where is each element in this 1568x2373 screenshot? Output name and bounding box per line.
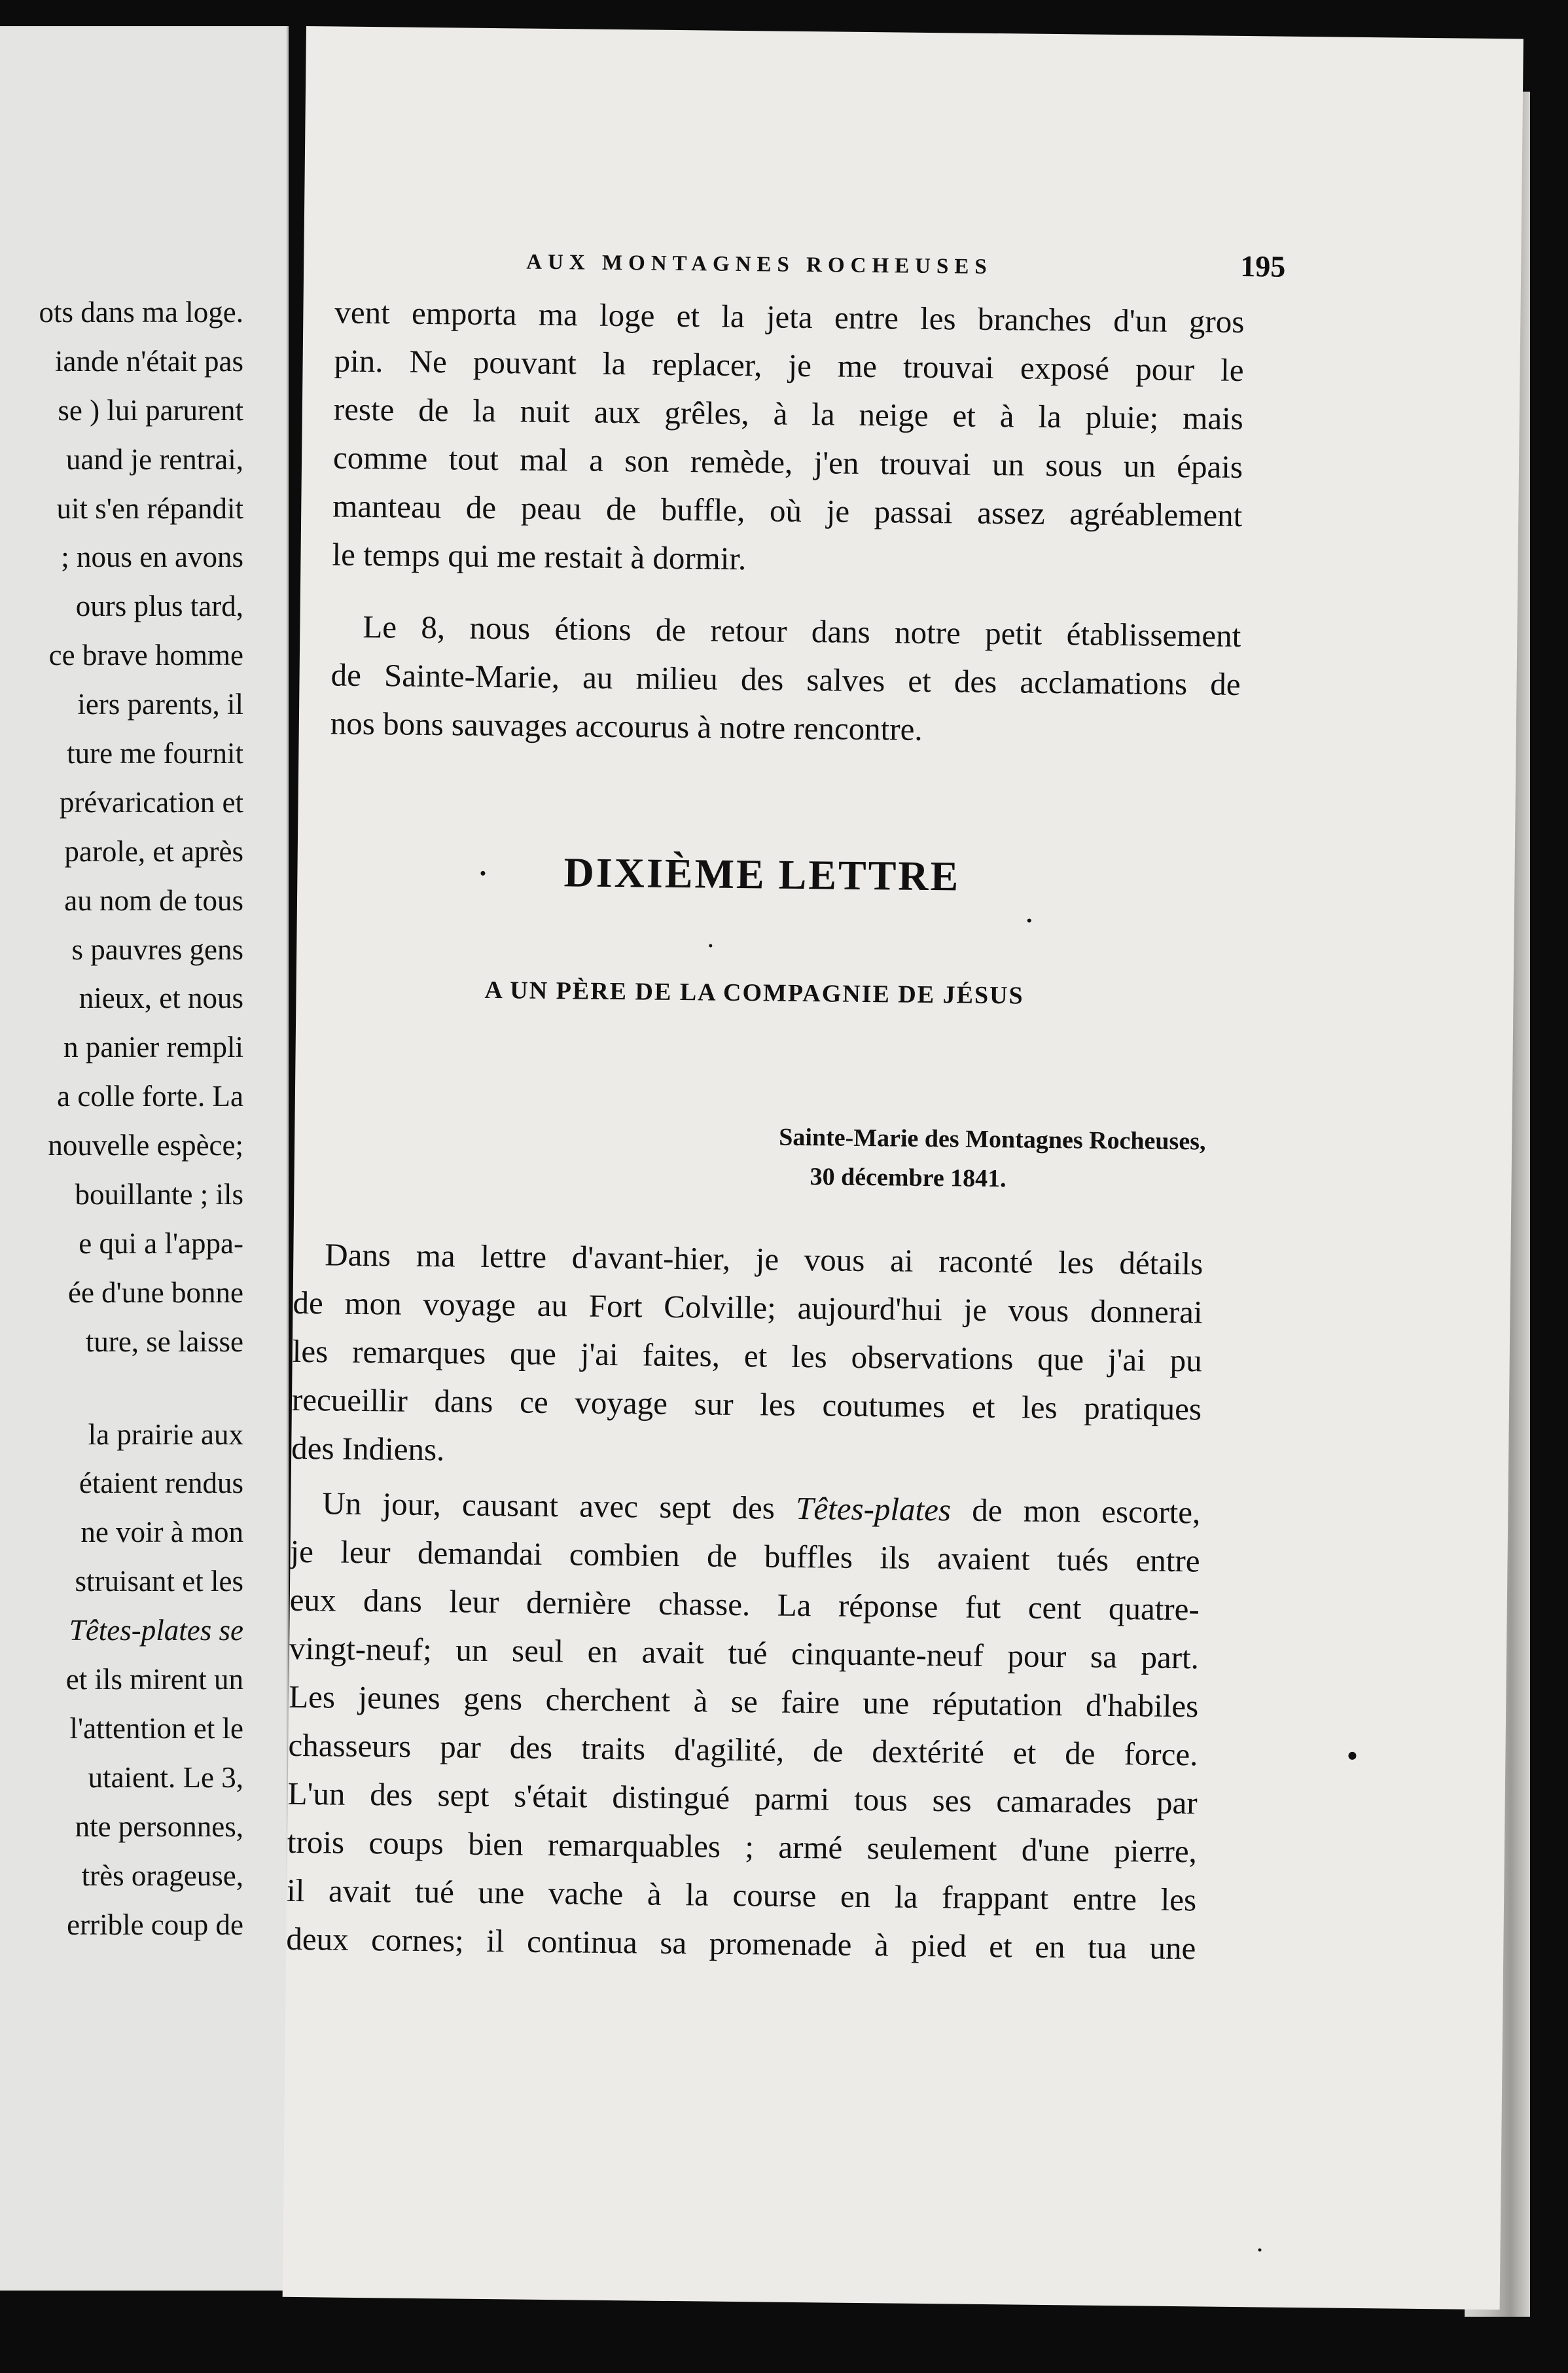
left-line: n panier rempli bbox=[63, 1031, 243, 1064]
left-line: ots dans ma loge. bbox=[39, 296, 243, 329]
paragraph-return bbox=[330, 602, 1241, 757]
left-page bbox=[0, 26, 289, 2291]
scan-speck bbox=[480, 871, 485, 876]
left-line: au nom de tous bbox=[64, 883, 243, 917]
text-line: le temps qui me restait à dormir. bbox=[332, 536, 747, 577]
left-line: uit s'en répandit bbox=[56, 491, 243, 525]
running-head-title: AUX MONTAGNES ROCHEUSES bbox=[526, 250, 993, 279]
left-line: ; nous en avons bbox=[61, 541, 243, 574]
left-line: prévarication et bbox=[59, 785, 243, 819]
left-line: s pauvres gens bbox=[71, 933, 243, 966]
letter-date: 30 décembre 1841. bbox=[810, 1163, 1007, 1193]
left-line: iande n'était pas bbox=[55, 344, 243, 378]
text-line: manteau de peau de buffle, où je passai assez agréablement bbox=[332, 488, 1243, 534]
running-head bbox=[526, 241, 1285, 284]
text-line: trois coups bien remarquables ; armé seulement d'une pierre, bbox=[287, 1823, 1198, 1870]
italic-term: Têtes-plates bbox=[795, 1490, 952, 1528]
text-line: Le 8, nous étions de retour dans notre petit établissement bbox=[363, 608, 1241, 654]
left-line: a colle forte. La bbox=[57, 1080, 243, 1113]
left-line: nouvelle espèce; bbox=[48, 1129, 243, 1162]
text-line: pin. Ne pouvant la replacer, je me trouvai exposé pour le bbox=[334, 342, 1244, 389]
letter-dateline bbox=[778, 1118, 1237, 1201]
left-line: errible coup de bbox=[67, 1908, 243, 1941]
text-line: L'un des sept s'était distingué parmi tous ses camarades par bbox=[287, 1775, 1198, 1821]
text-line: Dans ma lettre d'avant-hier, je vous ai raconté les détails bbox=[325, 1236, 1203, 1282]
text-line: Les jeunes gens cherchent à se faire une réputation d'habiles bbox=[288, 1678, 1199, 1724]
left-line: utaient. Le 3, bbox=[88, 1760, 243, 1794]
left-line: parole, et après bbox=[64, 834, 243, 868]
scan-speck bbox=[1258, 2248, 1261, 2251]
left-line: nte personnes, bbox=[75, 1810, 243, 1843]
text-line: comme tout mal a son remède, j'en trouvai un sous un épais bbox=[332, 439, 1243, 486]
text-line: des Indiens. bbox=[291, 1429, 445, 1468]
left-line: ture, se laisse bbox=[85, 1325, 243, 1358]
text-line: de Sainte-Marie, au milieu des salves et des acclamations de bbox=[330, 656, 1241, 703]
left-line: uand je rentrai, bbox=[65, 442, 243, 476]
left-line: iers parents, il bbox=[77, 688, 243, 721]
paragraph-hunt bbox=[286, 1479, 1201, 1973]
left-line: et ils mirent un bbox=[65, 1663, 243, 1696]
left-line: bouillante ; ils bbox=[75, 1178, 243, 1211]
scan-speck bbox=[1348, 1752, 1356, 1760]
text-line: recueillir dans ce voyage sur les coutumes et les pratiques bbox=[291, 1381, 1202, 1427]
left-line: étaient rendus bbox=[79, 1467, 243, 1500]
text-line: chasseurs par des traits d'agilité, de dextérité et de force. bbox=[288, 1726, 1198, 1773]
text-line: nos bons sauvages accourus à notre rencontre. bbox=[330, 705, 923, 747]
text-line: eux dans leur dernière chasse. La réponse fut cent quatre- bbox=[289, 1581, 1200, 1628]
left-line: struisant et les bbox=[75, 1565, 243, 1598]
text-line: les remarques que j'ai faites, et les observations que j'ai pu bbox=[292, 1332, 1203, 1379]
text-fragment: Un jour, causant avec sept des bbox=[322, 1485, 796, 1526]
left-line: l'attention et le bbox=[69, 1711, 243, 1745]
paragraph-letter-opening bbox=[291, 1230, 1203, 1482]
chapter-heading: DIXIÈME LETTRE bbox=[563, 849, 961, 900]
right-page bbox=[283, 26, 1523, 2310]
text-line: deux cornes; il continua sa promenade à pied et en tua une bbox=[286, 1920, 1196, 1967]
letter-place: Sainte-Marie des Montagnes Rocheuses, bbox=[779, 1123, 1206, 1156]
text-line: je leur demandai combien de buffles ils avaient tués entre bbox=[290, 1533, 1200, 1579]
chapter-subheading: A UN PÈRE DE LA COMPAGNIE DE JÉSUS bbox=[484, 976, 1024, 1010]
text-fragment: de mon escorte, bbox=[950, 1491, 1201, 1531]
left-line: ée d'une bonne bbox=[67, 1276, 243, 1309]
paragraph-continuation bbox=[332, 288, 1245, 588]
page-number: 195 bbox=[1239, 249, 1286, 283]
left-line: nieux, et nous bbox=[79, 982, 243, 1015]
left-paragraph-gap bbox=[0, 1366, 243, 1410]
text-line: vingt-neuf; un seul en avait tué cinquante-neuf pour sa part. bbox=[289, 1630, 1200, 1676]
left-line: ture me fournit bbox=[67, 737, 243, 770]
left-line: ne voir à mon bbox=[80, 1516, 243, 1549]
text-line: reste de la nuit aux grêles, à la neige et à la pluie; mais bbox=[333, 391, 1244, 437]
left-page-text bbox=[0, 288, 243, 1949]
text-line: il avait tué une vache à la course en la frappant entre les bbox=[286, 1872, 1197, 1918]
left-line: ours plus tard, bbox=[75, 590, 243, 623]
text-line: vent emporta ma loge et la jeta entre les branches d'un gros bbox=[334, 294, 1245, 340]
left-line: e qui a l'appa- bbox=[79, 1226, 243, 1260]
text-line: de mon voyage au Fort Colville; aujourd'hui je vous donnerai bbox=[293, 1284, 1203, 1330]
left-line: la prairie aux bbox=[88, 1418, 243, 1451]
left-line: Têtes-plates se bbox=[69, 1614, 243, 1647]
left-line: se ) lui parurent bbox=[58, 393, 243, 427]
left-line: ce brave homme bbox=[48, 639, 243, 672]
left-line: très orageuse, bbox=[81, 1859, 243, 1892]
scan-speck bbox=[1027, 919, 1031, 923]
scan-speck bbox=[709, 944, 712, 948]
